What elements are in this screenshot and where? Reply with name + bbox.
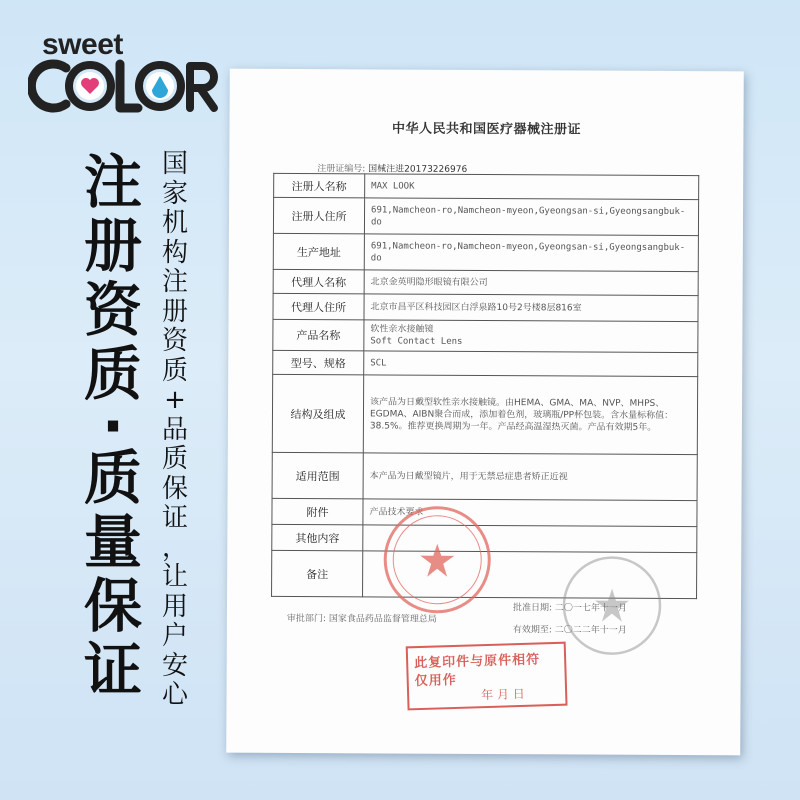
product-name-en: Soft Contact Lens [370,336,463,347]
copy-stamp-line1: 此复印件与原件相符 [413,652,541,672]
headline-small-char: 家 [161,178,188,209]
row-label: 产品名称 [273,319,364,350]
row-label: 其他内容 [272,524,363,550]
headline-small-char: 资 [161,326,188,356]
headline-small-char: 安 [161,650,188,681]
headline-big-char: 资 [83,276,142,344]
copy-stamp [406,642,568,711]
headline-small [158,150,192,711]
row-label: 注册人住所 [273,197,364,233]
approval-department-value: 国家食品药品监督管理总局 [328,614,437,625]
certificate-title: 中华人民共和国医疗器械注册证 [391,121,582,138]
table-row [273,233,698,271]
table-row [272,374,697,454]
row-label: 代理人住所 [273,293,364,319]
headline-small-char: 品 [161,414,188,445]
row-value: 北京金英明隐形眼镜有限公司 [364,270,698,296]
headline-small-char: 用 [161,591,188,622]
headline-big [78,150,148,702]
brand-logo [28,28,228,118]
approval-date [513,600,627,614]
headline-big-char: 质 [83,340,142,408]
product-name-cn: 软性亲水接触镜 [370,324,434,335]
table-row [273,350,698,376]
headline-big-char: 质 [83,444,142,512]
copy-stamp-line3: 年 月 日 [480,686,526,703]
valid-until-value: 二〇二二年十一月 [554,625,627,636]
table-row [273,319,698,352]
headline-big-char: 保 [83,572,142,640]
headline-big-char: · [101,392,125,460]
row-value: 北京市昌平区科技园区白浮泉路10号2号楼8层816室 [364,294,698,322]
headline-big-char: 量 [83,508,142,576]
registration-certificate [226,69,744,756]
row-label: 注册人名称 [274,173,365,197]
table-row [273,269,698,295]
headline-small-char: 心 [161,680,188,710]
headline-small-char: 让 [161,562,188,592]
row-label: 生产地址 [273,233,364,269]
headline-big-char: 证 [83,636,142,704]
registration-number-label: 注册证编号: [317,164,366,175]
headline-small-char: 机 [161,208,188,238]
row-label: 备注 [272,550,363,596]
headline-small-char: 户 [161,621,188,651]
table-row [273,197,698,235]
approval-date-label: 批准日期: [512,603,553,614]
valid-until-label: 有效期至: [512,625,552,636]
table-row [272,452,697,500]
approval-date-value: 二〇一七年十一月 [554,603,627,614]
row-label: 结构及组成 [272,374,363,452]
headline-big-char: 册 [83,212,142,280]
row-value: 本产品为日戴型镜片，用于无禁忌症患者矫正近视 [363,453,697,501]
row-label: 型号、规格 [273,350,364,374]
approval-department [287,611,437,625]
headline-small-char: 构 [161,237,188,268]
headline-small-char: 册 [161,296,188,327]
company-seal [377,499,498,620]
headline-small-char: 国 [161,149,188,179]
headline-big-char: 注 [83,148,142,216]
headline-small-char: + [164,385,186,415]
headline-small-char: 质 [161,355,188,386]
row-value: 691,Namcheon-ro,Namcheon-myeon,Gyeongsan-si,Gyeongsangbuk-do [364,234,698,272]
row-value: 该产品为日戴型软性亲水接触镜。由HEMA、GMA、MA、NVP、MHPS、EGDMA、AIBN聚合而成，添加着色剂，玻璃瓶/PP杯包装。含水量标称值：38.5%。推荐更换周期为一年。产品经高温湿热灭菌。产品有效期5年。 [363,375,697,455]
brand-color-wordmark [28,58,228,114]
valid-until [513,622,627,636]
headline-small-char: 注 [161,267,188,297]
row-label: 代理人名称 [273,269,364,293]
row-value: 691,Namcheon-ro,Namcheon-myeon,Gyeongsan-si,Gyeongsangbuk-do [364,198,698,236]
approval-department-label: 审批部门: [286,613,326,625]
table-row [273,293,698,321]
row-label: 附件 [272,498,363,524]
headline-small-char: 保 [161,473,188,504]
row-value: 产品技术要求 [363,499,697,527]
registration-number-value: 国械注进20173226976 [368,164,468,175]
table-row [274,173,699,199]
row-value [364,320,698,353]
headline-small-char: ， [161,532,188,563]
row-value: MAX LOOK [365,174,699,200]
headline-small-char: 证 [161,503,188,533]
row-label: 适用范围 [272,452,363,498]
headline-small-char: 质 [161,444,188,474]
row-value: SCL [364,351,698,377]
brand-sweet-text: sweet [42,28,123,61]
copy-stamp-line2: 仅用作 [414,672,457,690]
